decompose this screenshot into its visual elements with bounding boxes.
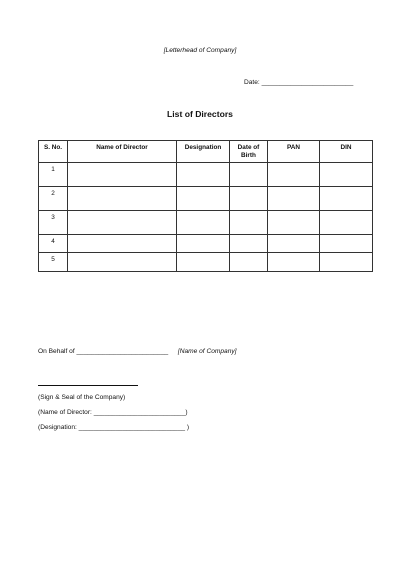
cell-din [320,187,373,211]
cell-designation [177,163,230,187]
on-behalf-prefix: On Behalf of _________________________ [38,348,169,355]
row-sno: 4 [39,235,68,253]
company-name-placeholder: [Name of Company] [177,348,237,355]
row-sno: 2 [39,187,68,211]
directors-table [38,140,373,272]
cell-designation [177,235,230,253]
cell-pan [268,187,320,211]
row-sno: 5 [39,253,68,272]
cell-din [320,235,373,253]
cell-pan [268,235,320,253]
row-sno: 1 [39,163,68,187]
date-field: Date: _________________________ [244,79,354,86]
table-header-row [39,141,373,163]
table-row [39,253,373,272]
cell-designation [177,211,230,235]
table-row [39,187,373,211]
cell-pan [268,163,320,187]
header-din: DIN [320,141,373,163]
cell-din [320,163,373,187]
header-designation: Designation [177,141,230,163]
cell-dob [230,253,268,272]
cell-name [68,163,177,187]
cell-dob [230,235,268,253]
cell-designation [177,253,230,272]
sign-seal-label: (Sign & Seal of the Company) [38,394,126,401]
cell-pan [268,211,320,235]
cell-dob [230,187,268,211]
cell-name [68,235,177,253]
cell-designation [177,187,230,211]
table-row [39,235,373,253]
on-behalf-line [38,349,237,356]
header-s-no: S. No. [39,141,68,163]
cell-name [68,253,177,272]
cell-din [320,253,373,272]
designation-line: (Designation: _____________________________ ) [38,424,190,431]
cell-din [320,211,373,235]
header-name-of-director: Name of Director [68,141,177,163]
table-row [39,211,373,235]
letterhead-placeholder: [Letterhead of Company] [163,47,237,54]
cell-dob [230,163,268,187]
table-row [39,163,373,187]
cell-name [68,187,177,211]
document-title: List of Directors [167,109,233,119]
cell-pan [268,253,320,272]
name-of-director-line: (Name of Director: _________________________) [38,409,188,416]
signature-line [38,385,138,386]
cell-dob [230,211,268,235]
header-pan: PAN [268,141,320,163]
cell-name [68,211,177,235]
row-sno: 3 [39,211,68,235]
header-date-of-birth: Date of Birth [230,141,268,163]
